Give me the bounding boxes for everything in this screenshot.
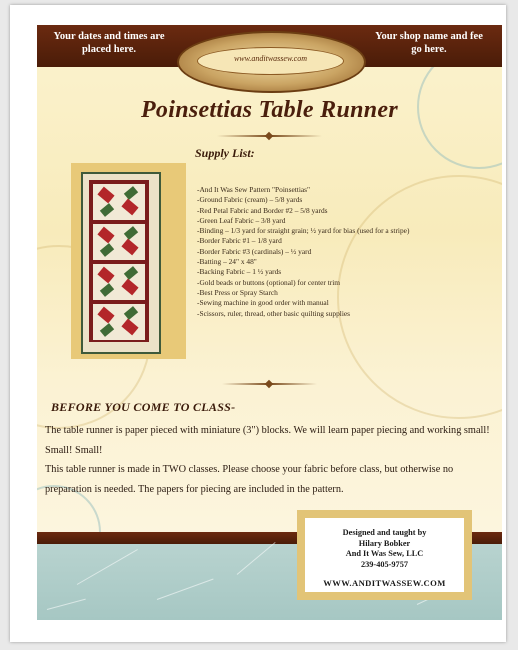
supply-item: -Sewing machine in good order with manual <box>197 298 329 308</box>
supply-item: -Border Fabric #1 – 1/8 yard <box>197 236 282 246</box>
instructor-card-body <box>305 518 464 592</box>
divider-ornament <box>265 132 273 140</box>
supply-item: -Scissors, ruler, thread, other basic quilting supplies <box>197 308 351 318</box>
company-name: And It Was Sew, LLC <box>345 549 424 558</box>
class-description-paragraph: The table runner is paper pieced with miniature (3") blocks. We will learn paper piecing and working small! Small! Small! <box>45 425 490 456</box>
quilt-border <box>89 180 149 342</box>
supply-item: -Ground Fabric (cream) – 5/8 yards <box>197 195 303 205</box>
before-class-heading: BEFORE YOU COME TO CLASS- <box>51 400 236 414</box>
flyer-page <box>37 25 502 620</box>
logo-oval <box>197 47 344 75</box>
website-link[interactable]: WWW.ANDITWASSEW.COM <box>323 578 446 588</box>
header-shop-text: Your shop name and fee go here. <box>375 31 483 55</box>
supply-item: -Border Fabric #3 (cardinals) – ½ yard <box>197 246 312 256</box>
quilt-block <box>93 184 145 220</box>
quilt-block <box>93 224 145 260</box>
designer-credit: Designed and taught by <box>342 528 427 537</box>
page-title: Poinsettias Table Runner <box>140 97 399 123</box>
supply-item: -Red Petal Fabric and Border #2 – 5/8 yards <box>197 205 328 215</box>
instructor-card <box>297 510 472 600</box>
supply-item: -Green Leaf Fabric – 3/8 yard <box>197 215 286 225</box>
quilt-block <box>93 304 145 340</box>
supply-item: -Binding – 1/3 yard for straight grain; ½ yard for bias (used for a stripe) <box>197 226 410 236</box>
designer-name: Hilary Bobker <box>358 538 411 548</box>
document-sheet <box>10 5 506 642</box>
class-details-paragraph: This table runner is made in TWO classes. Please choose your fabric before class, but otherwise no preparation is needed. The papers for piecing are included in the pattern. <box>45 464 454 495</box>
quilt-photo-frame <box>71 163 186 359</box>
supply-list <box>197 185 409 319</box>
quilt-block <box>93 264 145 300</box>
supply-list-heading: Supply List: <box>195 146 255 160</box>
supply-item: -Backing Fabric – 1 ½ yards <box>197 267 282 277</box>
supply-item: -Batting – 24" x 48" <box>197 257 257 267</box>
logo-url: www.anditwassew.com <box>233 54 308 63</box>
phone-number: 239-405-9757 <box>360 559 408 569</box>
supply-item: -Gold beads or buttons (optional) for center trim <box>197 277 341 287</box>
divider-ornament <box>265 380 273 388</box>
logo-plate <box>177 31 366 93</box>
header-dates-text: Your dates and times are placed here. <box>53 31 165 55</box>
supply-item: -Best Press or Spray Starch <box>197 287 278 297</box>
table-runner-image <box>81 172 161 354</box>
supply-item: -And It Was Sew Pattern "Poinsettias" <box>197 185 311 194</box>
